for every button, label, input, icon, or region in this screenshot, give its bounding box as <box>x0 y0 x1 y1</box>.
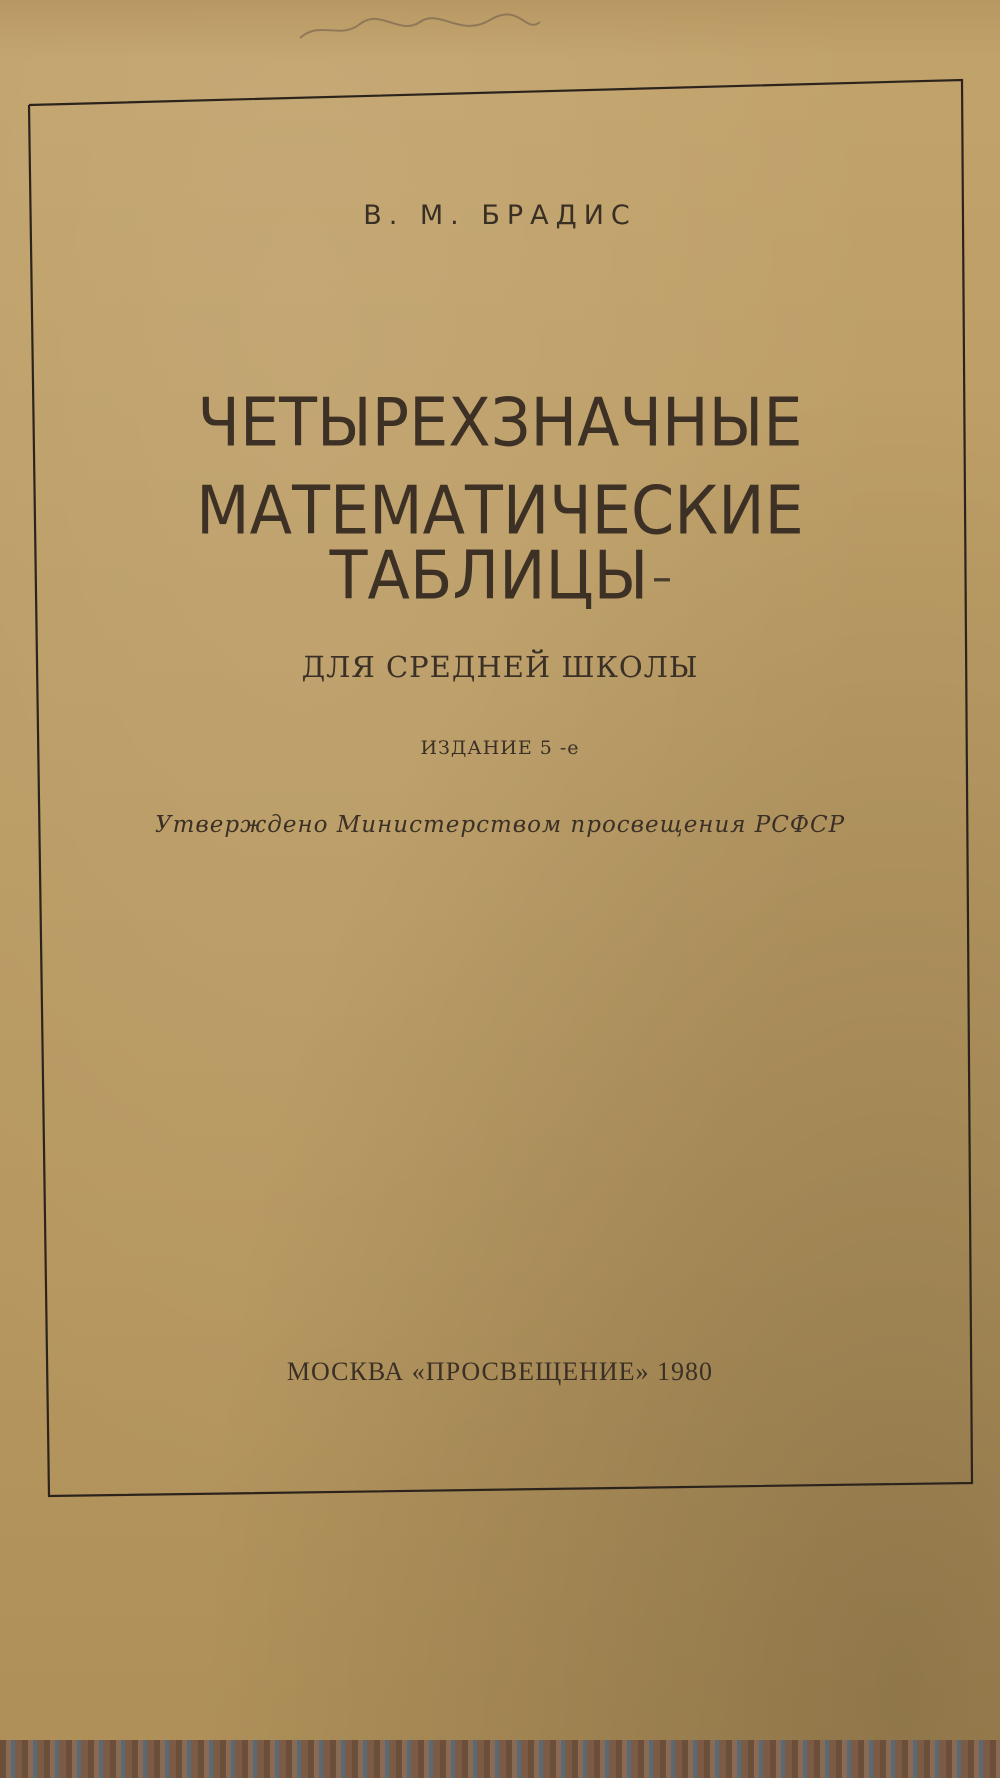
title-line-3: ТАБЛИЦЫ <box>329 536 649 615</box>
pencil-scribble <box>290 10 550 46</box>
title-line-1: ЧЕТЫРЕХЗНАЧНЫЕ <box>197 383 803 462</box>
title-line-2: МАТЕМАТИЧЕСКИЕ <box>196 471 804 550</box>
background-fabric <box>0 1740 1000 1778</box>
author-name: В. М. БРАДИС <box>363 200 637 231</box>
publisher-imprint: МОСКВА «ПРОСВЕЩЕНИЕ» 1980 <box>286 1357 714 1386</box>
title-dash <box>654 579 670 582</box>
page-border-frame <box>27 78 965 1498</box>
approval-statement: Утверждено Министерством просвещения РСФСР <box>154 812 846 838</box>
title-line-3-wrapper <box>0 536 1000 615</box>
subtitle: ДЛЯ СРЕДНЕЙ ШКОЛЫ <box>301 650 699 684</box>
edition-label: ИЗДАНИЕ 5 -е <box>420 737 580 759</box>
